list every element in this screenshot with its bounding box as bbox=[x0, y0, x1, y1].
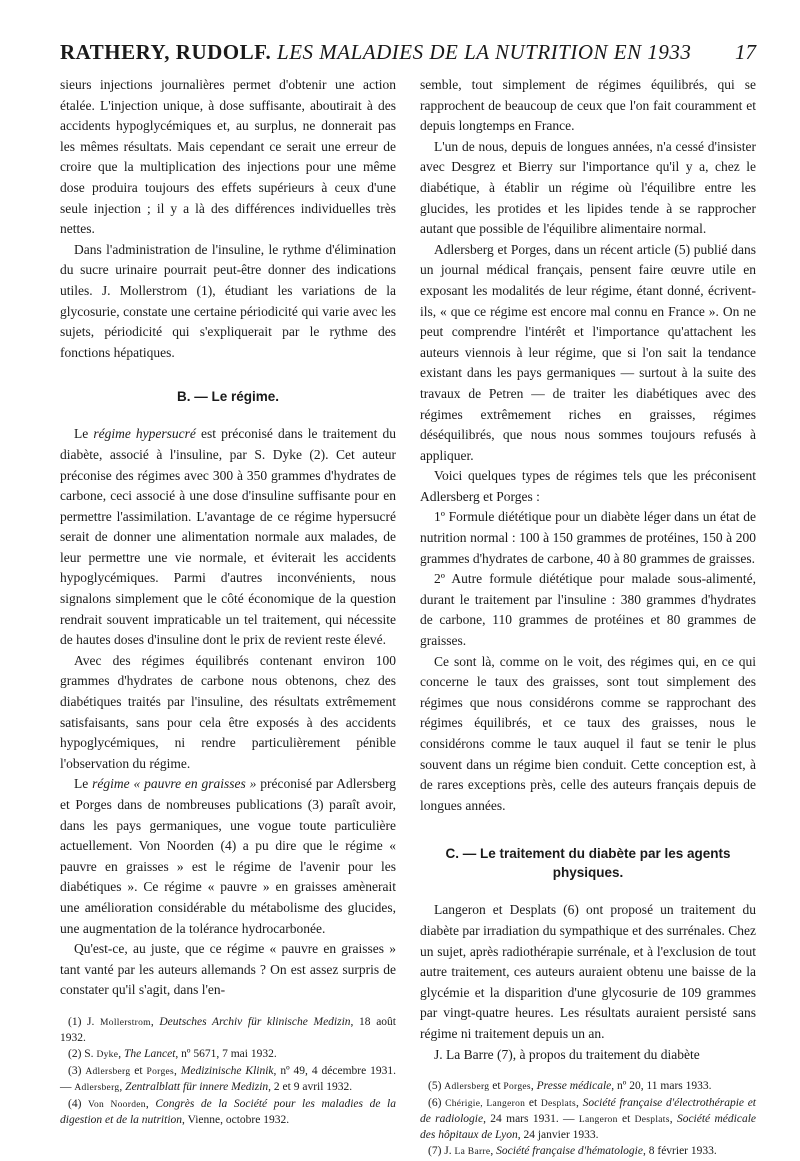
paragraph: Langeron et Desplats (6) ont proposé un traitement du diabète par irradiation du sympathique et des surrénales. Chez un sujet, après radiothérapie surrénale, et à l'exclusion de tout autre traitement, ces auteurs auraient obtenu une baisse de la glycémie et la disparition d'une glycosurie de 109 grammes par vingt-quatre heures. Les résultats auraient persisté sans régime ni traitement depuis un an. bbox=[420, 902, 756, 1041]
paragraph: Le régime hypersucré est préconisé dans le traitement du diabète, associé à l'insuline, par S. Dyke (2). Cet auteur préconise des régimes avec 300 à 350 grammes d'hydrates de carbone, ceci associé à une dose d'insuline suffisante pour en permettre l'assimilation. L'avantage de ce régime hypersucré serait de donner une alimentation normale aux malades, de leur permettre une vie normale, et éviterait les accidents hypoglycémiques. Parmi d'autres inconvénients, nous signalons simplement que le côté économique de la question rendrait souvent impraticable un tel traitement, qui nécessite de hautes doses d'insuline dont le prix de revient reste élevé. bbox=[60, 426, 396, 648]
footnotes-left bbox=[60, 1015, 396, 1128]
footnote-2: (2) S. Dyke, The Lancet, nº 5671, 7 mai 1932. bbox=[68, 1047, 277, 1060]
running-header bbox=[60, 40, 756, 65]
paragraph: Adlersberg et Porges, dans un récent article (5) publié dans un journal médical français, pensent faire œuvre utile en exposant les modalités de leur régime, étant donné, écrivent-ils, « que ce régime est encore mal connu en France ». On ne peut comprendre l'intérêt et l'importance qu'attachent les auteurs viennois à leur régime, que si l'on sait la tendance existant dans les pays germaniques — surtout à la suite des travaux de Petren — de traiter les diabétiques avec des régimes extrêmement riches en graisses, régimes déséquilibrés, que nous nous sommes toujours refusés à appliquer. bbox=[420, 241, 756, 463]
paragraph: Le régime « pauvre en graisses » préconisé par Adlersberg et Porges dans de nombreuses publications (3) paraît avoir, dans les pays germaniques, une vogue toute particulière actuellement. Von Noorden (4) a pu dire que le régime « pauvre en graisses » est le régime de l'avenir pour les diabétiques ». Ce régime « pauvre » en graisses amènerait une amélioration considérable du métabolisme des glucides, une augmentation de la tolérance hydrocarbonée. bbox=[60, 776, 396, 936]
paragraph: Voici quelques types de régimes tels que les préconisent Adlersberg et Porges : bbox=[420, 468, 756, 504]
page-number: 17 bbox=[735, 40, 756, 64]
left-column bbox=[60, 75, 396, 1161]
paragraph: sieurs injections journalières permet d'obtenir une action étalée. L'injection unique, à dose suffisante, aboutirait à des accidents hypoglycémiques et, au surplus, ne donnerait pas les mêmes résultats. Mais cependant ce serait une erreur de croire que la multiplication des injections pour une même dose produira toujours des effets supérieurs à ceux d'une seule injection ; il y a là des différences individuelles très nettes. bbox=[60, 77, 396, 237]
paragraph: L'un de nous, depuis de longues années, n'a cessé d'insister avec Desgrez et Bierry sur l'importance qu'il y a, chez le diabétique, à établir un régime où l'équilibre entre les glucides, les protides et les lipides tende à se rapprocher autant que possible de l'équilibre alimentaire normal. bbox=[420, 138, 756, 237]
footnote-4: (4) Von Noorden, Congrès de la Société pour les maladies de la digestion et de la nutrition, Vienne, octobre 1932. bbox=[60, 1097, 396, 1126]
two-column-body bbox=[60, 75, 756, 1161]
paragraph: Avec des régimes équilibrés contenant environ 100 grammes d'hydrates de carbone nous obtenons, chez des diabétiques traités par l'insuline, des résultats extrêmement satisfaisants, sans pour cela être exposés à des accidents hypoglycémiques, ni rendre particulièrement pénible l'observation du régime. bbox=[60, 652, 396, 771]
paragraph: 1º Formule diététique pour un diabète léger dans un état de nutrition normal : 100 à 150 grammes de protéines, 150 à 200 grammes d'hydrates de carbone, 40 à 80 grammes de graisses. bbox=[420, 509, 756, 566]
header-authors: RATHERY, RUDOLF. bbox=[60, 40, 272, 64]
footnote-6: (6) Chérigie, Langeron et Desplats, Société française d'électrothérapie et de radiologie, 24 mars 1931. — Langeron et Desplats, Société médicale des hôpitaux de Lyon, 24 janvier 1933. bbox=[420, 1097, 756, 1142]
paragraph: 2º Autre formule diététique pour malade sous-alimenté, durant le traitement par l'insuline : 380 grammes d'hydrates de carbone, 110 grammes de protéines et 80 grammes de graisses. bbox=[420, 571, 756, 649]
right-column bbox=[420, 75, 756, 1161]
section-heading-b: B. — Le régime. bbox=[176, 389, 280, 405]
paragraph: Ce sont là, comme on le voit, des régimes qui, en ce qui concerne le taux des graisses, sont tout simplement des régimes que nous considérons comme se rapprochant des régimes équilibrés, et ce taux des graisses, nous le considérons comme le taux auquel il faut se tenir le plus souvent dans un régime bien conduit. Cette conception est, à de rares exceptions près, celle des auteurs français depuis de longues années. bbox=[420, 653, 756, 813]
paragraph: Dans l'administration de l'insuline, le rythme d'élimination du sucre urinaire pourrait peut-être donner des indications utiles. J. Mollerstrom (1), étudiant les variations de la glycosurie, constate une certaine périodicité qui varie avec les sujets, périodicité qui s'expliquerait par le rythme des fonctions hépatiques. bbox=[60, 241, 396, 360]
paragraph: semble, tout simplement de régimes équilibrés, qui se rapprochent de beaucoup de ceux que l'on fait couramment et depuis longtemps en France. bbox=[420, 77, 756, 134]
section-heading-c: C. — Le traitement du diabète par les agents physiques. bbox=[445, 846, 731, 881]
footnote-1: (1) J. Mollerstrom, Deutsches Archiv für klinische Medizin, 18 août 1932. bbox=[60, 1015, 396, 1044]
running-title bbox=[60, 40, 691, 65]
paragraph: Qu'est-ce, au juste, que ce régime « pauvre en graisses » tant vanté par les auteurs allemands ? On est assez surpris de constater qu'il s'agit, dans l'en- bbox=[60, 941, 396, 998]
footnote-5: (5) Adlersberg et Porges, Presse médicale, nº 20, 11 mars 1933. bbox=[428, 1080, 712, 1093]
paragraph: J. La Barre (7), à propos du traitement du diabète bbox=[434, 1046, 700, 1062]
footnotes-right bbox=[420, 1079, 756, 1160]
footnote-7: (7) J. La Barre, Société française d'hématologie, 8 février 1933. bbox=[428, 1145, 717, 1158]
header-title: LES MALADIES DE LA NUTRITION EN 1933 bbox=[277, 40, 692, 64]
footnote-3: (3) Adlersberg et Porges, Medizinische Klinik, nº 49, 4 décembre 1931. — Adlersberg, Zentralblatt für innere Medizin, 2 et 9 avril 1932. bbox=[60, 1064, 396, 1093]
